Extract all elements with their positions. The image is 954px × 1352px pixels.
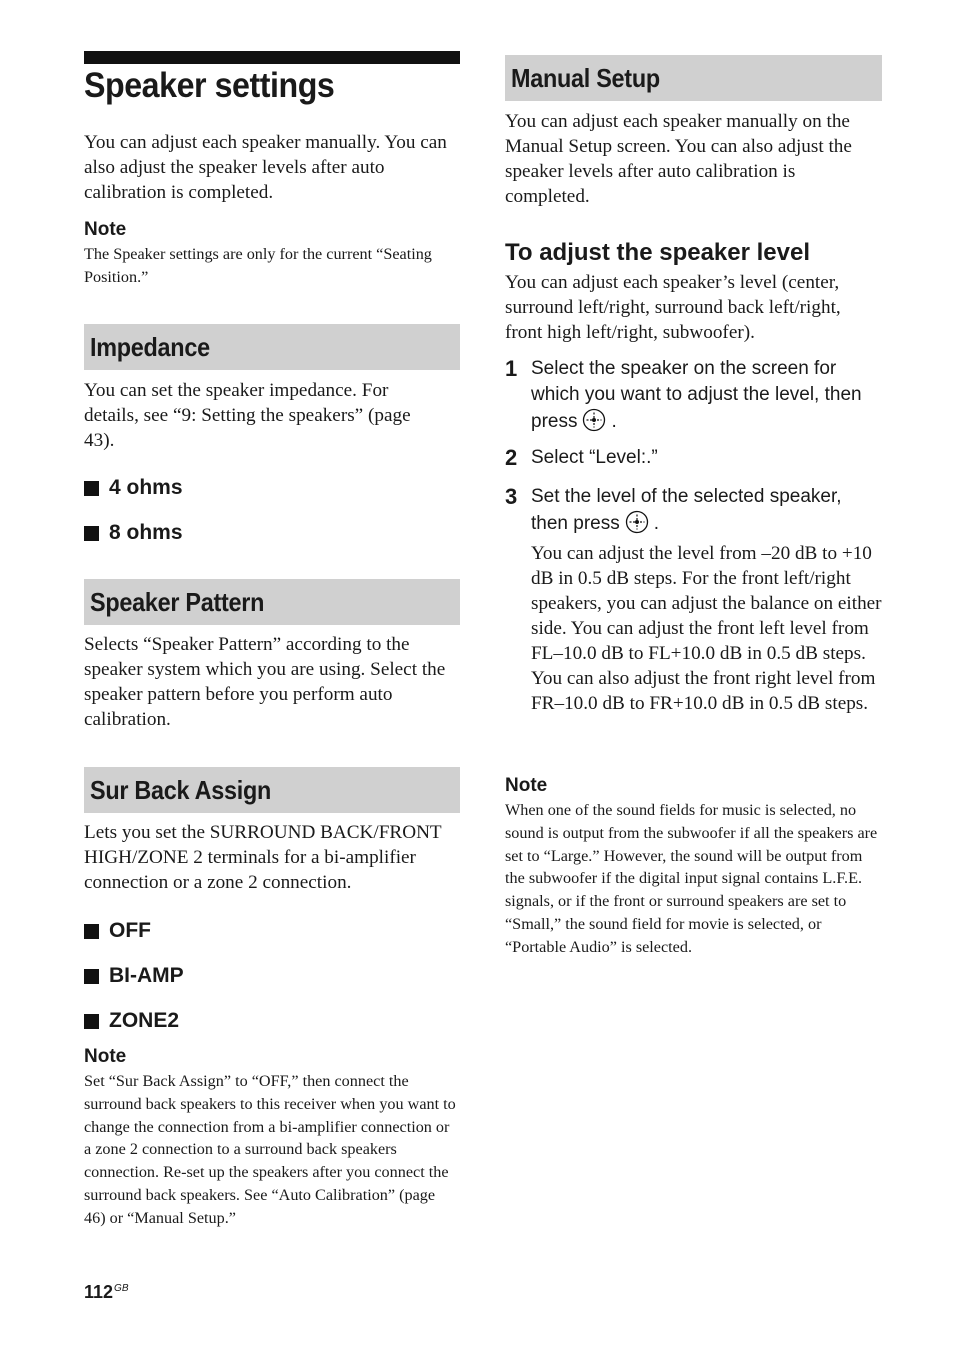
impedance-heading-band (84, 324, 460, 370)
manual-setup-note-text: When one of the sound fields for music is selected, no sound is output from the subwoofer if all the speakers are set to “Large.” However, the sound will be output from the subwoofer if the digital input signal contains L.F.E. signals, or if the front or surround speakers are set to “Small,” the sound field for movie is selected, or “Portable Audio” is selected. (505, 801, 878, 956)
sur-back-option-off: OFF (84, 918, 151, 944)
step-number: 2 (505, 445, 518, 470)
step-number: 3 (505, 484, 518, 509)
sur-back-note-text: Set “Sur Back Assign” to “OFF,” then connect the surround back speakers to this receiver when you want to change the connection from a bi-amplifier connection or a zone 2 connection to a surround back speakers connection. Re-set up the speakers after you connect the surround back speakers. See “Auto Calibration” (page 46) or “Manual Setup.” (84, 1072, 456, 1227)
speaker-pattern-heading: Speaker Pattern (90, 586, 265, 617)
square-bullet-icon (84, 924, 99, 939)
square-bullet-icon (84, 526, 99, 541)
speaker-pattern-heading-band (84, 579, 460, 625)
step-number: 1 (505, 356, 518, 381)
page-footer (84, 1282, 129, 1303)
manual-setup-heading: Manual Setup (511, 62, 660, 93)
intro-note-label: Note (84, 219, 127, 240)
adjust-level-heading: To adjust the speaker level (505, 239, 811, 266)
impedance-text: You can set the speaker impedance. For details, see “9: Setting the speakers” (page 43). (84, 380, 411, 451)
region-code: GB (114, 1283, 129, 1294)
enter-button-icon (581, 408, 607, 440)
top-rule (84, 51, 460, 64)
sur-back-note-label: Note (84, 1046, 127, 1067)
page-number: 112 (84, 1282, 114, 1302)
enter-button-icon (624, 510, 650, 542)
square-bullet-icon (84, 481, 99, 496)
intro-text: You can adjust each speaker manually. You can also adjust the speaker levels after auto calibration is completed. (84, 132, 447, 203)
impedance-option-8-ohms: 8 ohms (84, 520, 183, 546)
square-bullet-icon (84, 1014, 99, 1029)
adjust-level-text: You can adjust each speaker’s level (center, surround left/right, surround back left/right, front high left/right, subwoofer). (505, 272, 841, 343)
impedance-heading: Impedance (90, 331, 210, 362)
page-title: Speaker settings (84, 66, 335, 105)
manual-setup-note-label: Note (505, 775, 548, 796)
intro-note-text: The Speaker settings are only for the current “Seating Position.” (84, 245, 432, 286)
step-1: 1 Select the speaker on the screen for which you want to adjust the level, then press . (505, 356, 908, 440)
sur-back-assign-heading: Sur Back Assign (90, 774, 272, 805)
step-2: 2 Select “Level:.” (505, 445, 658, 470)
manual-setup-heading-band (505, 55, 882, 101)
sur-back-assign-heading-band (84, 767, 460, 813)
speaker-pattern-text: Selects “Speaker Pattern” according to the speaker system which you are using. Select the speaker pattern before you perform auto calibration. (84, 634, 446, 730)
step-3: 3 Set the level of the selected speaker, then press . You can adjust the level from –20 dB to +10 dB in 0.5 dB steps. For the front left/right speakers, you can adjust the balance on either side. You can adjust the front left level from FL–10.0 dB to FL+10.0 dB in 0.5 dB steps. You can also adjust the front right level from FR–10.0 dB to FR+10.0 dB in 0.5 dB steps. (505, 484, 882, 714)
manual-setup-text: You can adjust each speaker manually on the Manual Setup screen. You can also adjust the speaker levels after auto calibration is completed. (505, 111, 852, 207)
sur-back-assign-text: Lets you set the SURROUND BACK/FRONT HIGH/ZONE 2 terminals for a bi-amplifier connection or a zone 2 connection. (84, 822, 442, 893)
square-bullet-icon (84, 969, 99, 984)
impedance-option-4-ohms: 4 ohms (84, 475, 183, 501)
step-3-detail: You can adjust the level from –20 dB to +10 dB in 0.5 dB steps. For the front left/right speakers, you can adjust the balance on either side. You can adjust the front left level from FL–10.0 dB to FL+10.0 dB in 0.5 dB steps. You can also adjust the front right level from FR–10.0 dB to FR+10.0 dB in 0.5 dB steps. (531, 543, 882, 714)
sur-back-option-zone2: ZONE2 (84, 1008, 179, 1034)
sur-back-option-bi-amp: BI-AMP (84, 963, 184, 989)
